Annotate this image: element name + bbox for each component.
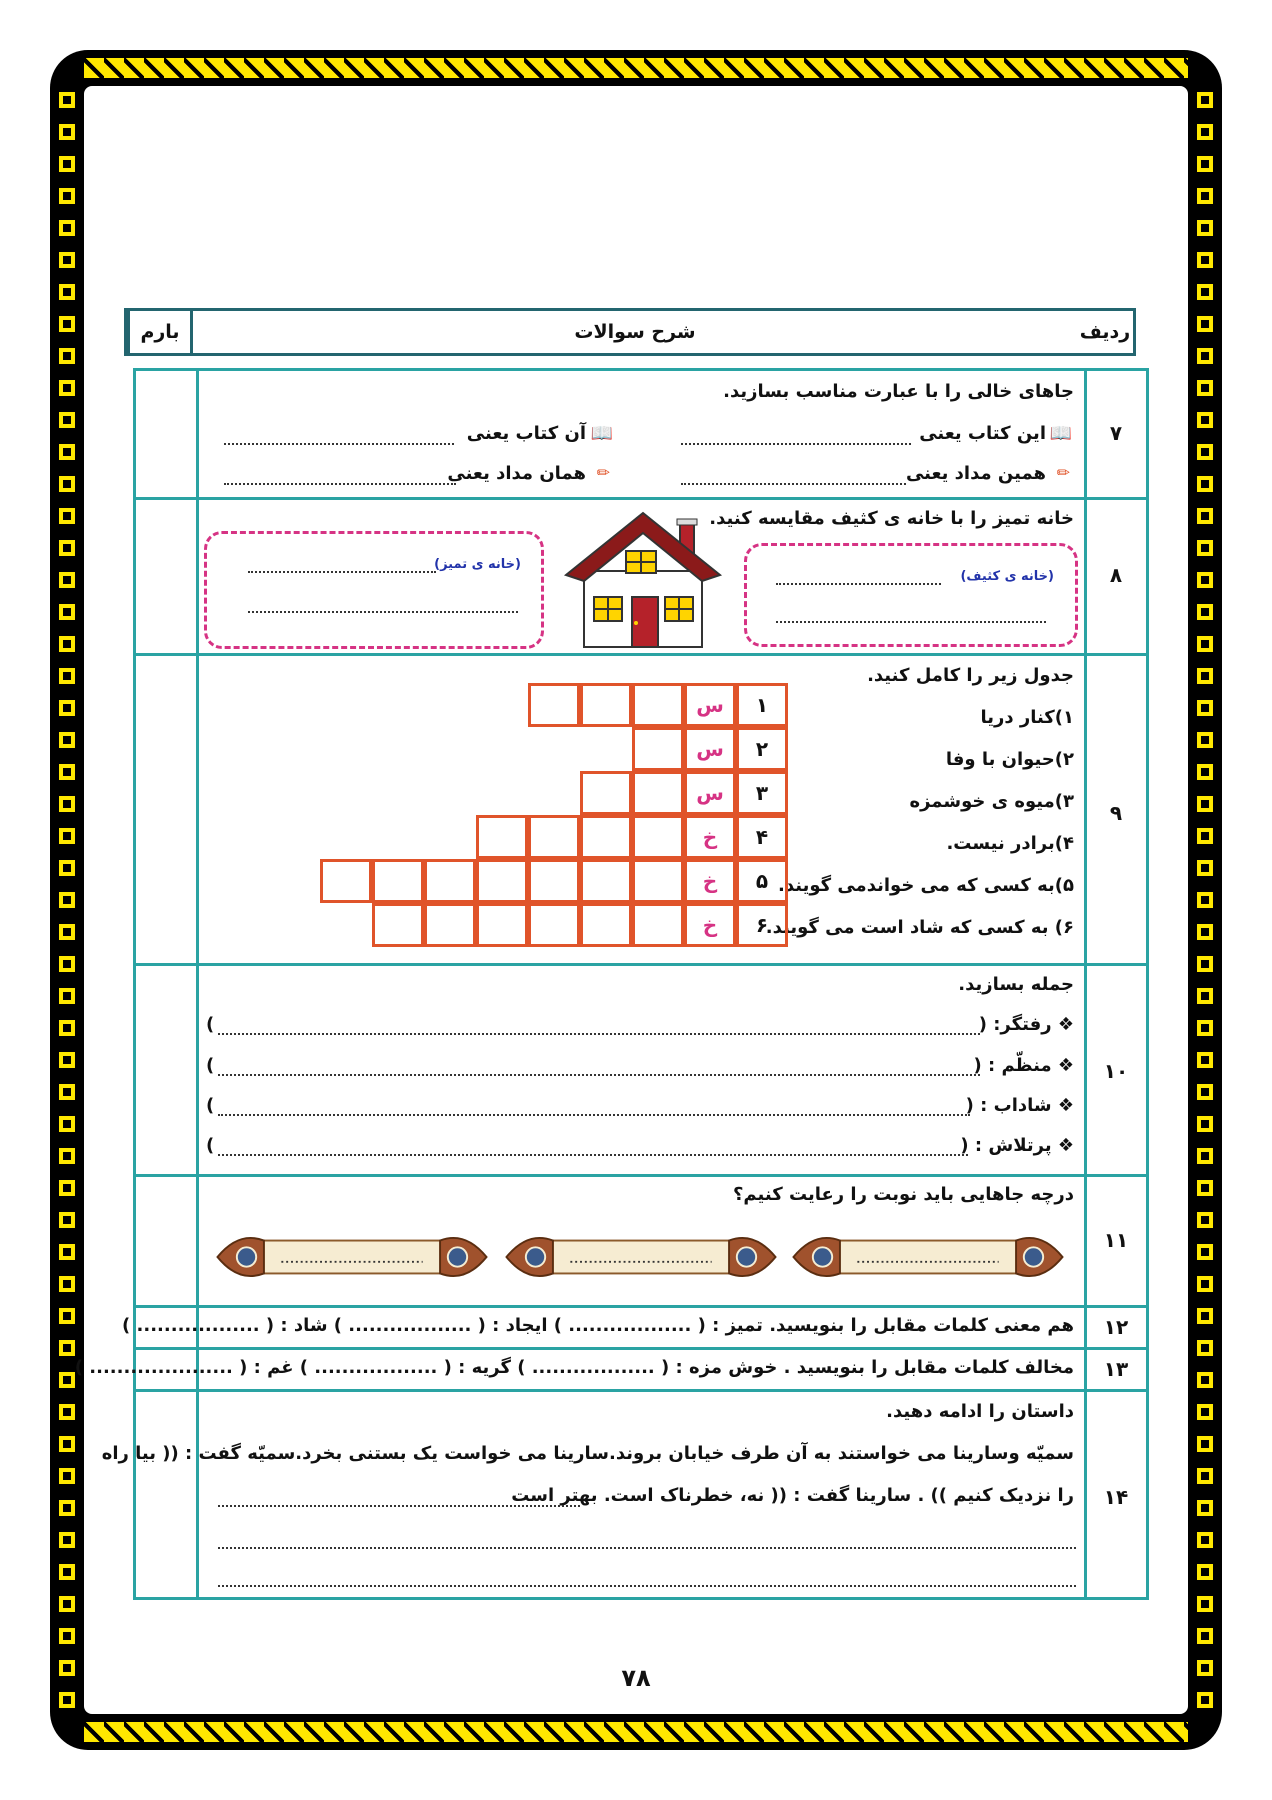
border-chain-top <box>84 58 1188 78</box>
crossword-blank-cell[interactable] <box>580 903 632 947</box>
border-square <box>59 476 75 492</box>
border-square <box>1197 412 1213 428</box>
border-square <box>1197 444 1213 460</box>
border-square <box>1197 380 1213 396</box>
q13-number: ۱۳ <box>1103 1357 1129 1381</box>
border-square <box>59 700 75 716</box>
page-number: ۷۸ <box>621 1664 651 1692</box>
border-square <box>59 1020 75 1036</box>
border-square <box>59 1148 75 1164</box>
border-square <box>1197 1308 1213 1324</box>
answer-banner[interactable] <box>501 1227 781 1287</box>
table-header <box>124 308 1136 356</box>
score-header: بارم <box>127 311 190 353</box>
border-square <box>59 1116 75 1132</box>
crossword-row-number: ۵ <box>736 859 788 903</box>
border-square <box>59 732 75 748</box>
crossword-blank-cell[interactable] <box>528 903 580 947</box>
border-square <box>59 444 75 460</box>
border-square <box>1197 1116 1213 1132</box>
border-square <box>59 764 75 780</box>
crossword-letter-cell: خ <box>684 859 736 903</box>
border-square <box>59 924 75 940</box>
border-square <box>59 604 75 620</box>
crossword-blank-cell[interactable] <box>632 859 684 903</box>
q12-text: هم معنی کلمات مقابل را بنویسید. تمیز : ( .................. ) ایجاد : ( .................. ) شاد : ( .................. ) <box>122 1315 1074 1336</box>
pencil-icon: ✏ <box>1056 463 1070 482</box>
crossword-blank-cell[interactable] <box>476 903 528 947</box>
border-square <box>1197 1084 1213 1100</box>
q12-number: ۱۲ <box>1103 1315 1129 1339</box>
border-square <box>1197 220 1213 236</box>
book-icon: 📖 <box>1049 423 1072 444</box>
border-square <box>1197 540 1213 556</box>
border-square <box>1197 668 1213 684</box>
border-square <box>59 540 75 556</box>
q14-prompt: داستان را ادامه دهید. <box>886 1401 1074 1422</box>
border-square <box>59 1564 75 1580</box>
q14-line-1: سمیّه وسارینا می خواستند به آن طرف خیابان بروند.سارینا می خواست یک بستنی بخرد.سمیّه گفت : (( بیا راه <box>101 1443 1074 1464</box>
q7-item-b: آن کتاب یعنی <box>466 423 586 444</box>
border-square <box>1197 1532 1213 1548</box>
q10-close-2: ) <box>206 1055 215 1076</box>
clean-house-box <box>204 531 544 649</box>
q10-close-4: ) <box>206 1135 215 1156</box>
border-square <box>1197 1596 1213 1612</box>
answer-banner[interactable] <box>788 1227 1068 1287</box>
border-square <box>1197 892 1213 908</box>
crossword-blank-cell[interactable] <box>320 859 372 903</box>
border-square <box>59 668 75 684</box>
border-square <box>59 956 75 972</box>
border-chain-bottom <box>84 1722 1188 1742</box>
q7-item-a: این کتاب یعنی <box>919 423 1046 444</box>
border-square <box>1197 1372 1213 1388</box>
border-square <box>59 892 75 908</box>
border-square <box>1197 1276 1213 1292</box>
q10-number: ۱۰ <box>1103 1059 1129 1083</box>
crossword-blank-cell[interactable] <box>580 859 632 903</box>
crossword-blank-cell[interactable] <box>580 683 632 727</box>
border-square <box>1197 1468 1213 1484</box>
border-square <box>1197 700 1213 716</box>
border-square <box>1197 1180 1213 1196</box>
border-square <box>1197 860 1213 876</box>
border-square <box>1197 988 1213 1004</box>
border-square <box>59 348 75 364</box>
border-square <box>1197 1020 1213 1036</box>
q8-number: ۸ <box>1109 563 1123 587</box>
clean-house-label: (خانه ی تمیز) <box>434 557 521 572</box>
border-square <box>1197 1244 1213 1260</box>
border-square <box>1197 956 1213 972</box>
border-square <box>59 1692 75 1708</box>
border-square <box>1197 124 1213 140</box>
q10-close-3: ) <box>206 1095 215 1116</box>
border-square <box>59 1084 75 1100</box>
border-square <box>1197 1404 1213 1420</box>
crossword-row-number: ۶ <box>736 903 788 947</box>
crossword-blank-cell[interactable] <box>632 727 684 771</box>
border-square <box>1197 1212 1213 1228</box>
crossword-blank-cell[interactable] <box>528 815 580 859</box>
border-square <box>59 1180 75 1196</box>
border-square <box>1197 732 1213 748</box>
q11-number: ۱۱ <box>1103 1228 1129 1252</box>
border-square <box>1197 316 1213 332</box>
crossword-blank-cell[interactable] <box>580 771 632 815</box>
q9-number: ۹ <box>1109 801 1123 825</box>
crossword-blank-cell[interactable] <box>372 859 424 903</box>
q11-prompt: درچه جاهایی باید نوبت را رعایت کنیم؟ <box>732 1184 1074 1205</box>
crossword-blank-cell[interactable] <box>476 815 528 859</box>
border-square <box>59 124 75 140</box>
border-square <box>1197 156 1213 172</box>
crossword-blank-cell[interactable] <box>632 903 684 947</box>
border-square <box>1197 636 1213 652</box>
border-square <box>1197 1564 1213 1580</box>
q10-item-2: ❖ منظّم : ( <box>973 1055 1074 1076</box>
crossword-blank-cell[interactable] <box>632 771 684 815</box>
border-square <box>1197 572 1213 588</box>
border-square <box>59 92 75 108</box>
border-square <box>59 156 75 172</box>
border-square <box>59 508 75 524</box>
border-square <box>1197 284 1213 300</box>
border-square <box>1197 188 1213 204</box>
crossword-row-number: ۱ <box>736 683 788 727</box>
border-square <box>59 1372 75 1388</box>
row-header: ردیف <box>1079 321 1131 343</box>
house-icon <box>562 509 724 649</box>
border-square <box>1197 828 1213 844</box>
border-square <box>59 860 75 876</box>
border-square <box>1197 1628 1213 1644</box>
crossword-letter-cell: س <box>684 727 736 771</box>
border-square <box>59 1052 75 1068</box>
crossword-letter-cell: س <box>684 771 736 815</box>
border-square <box>1197 796 1213 812</box>
q9-clue-2: ۲)حیوان با وفا <box>945 749 1074 770</box>
crossword-letter-cell: خ <box>684 815 736 859</box>
border-square <box>59 1436 75 1452</box>
q7-prompt: جاهای خالی را با عبارت مناسب بسازید. <box>723 381 1074 402</box>
border-square <box>59 252 75 268</box>
crossword-letter-cell: س <box>684 683 736 727</box>
border-square <box>59 316 75 332</box>
border-square <box>1197 92 1213 108</box>
q9-prompt: جدول زیر را کامل کنید. <box>867 665 1074 686</box>
border-square <box>59 284 75 300</box>
description-header: شرح سوالات <box>190 311 1077 353</box>
border-square <box>59 572 75 588</box>
border-square <box>1197 764 1213 780</box>
q9-clue-1: ۱)کنار دریا <box>980 707 1074 728</box>
questions-table <box>74 368 1149 1600</box>
q9-clue-5: ۵)به کسی که می خواندمی گویند. <box>777 875 1074 896</box>
border-square <box>59 1212 75 1228</box>
border-square <box>59 636 75 652</box>
border-square <box>59 828 75 844</box>
book-icon: 📖 <box>590 423 613 444</box>
q13-text: مخالف کلمات مقابل را بنویسید . خوش مزه : ( .................. ) گریه : ( .................. ) غم : ( ..................... ) <box>74 1357 1074 1378</box>
border-square <box>59 988 75 1004</box>
border-square <box>59 1532 75 1548</box>
q10-item-3: ❖ شاداب : ( <box>965 1095 1074 1116</box>
crossword-blank-cell[interactable] <box>528 683 580 727</box>
border-square <box>1197 924 1213 940</box>
q7-item-c: همین مداد یعنی <box>905 463 1046 484</box>
border-square <box>59 188 75 204</box>
q9-clue-6: ۶) به کسی که شاد است می گویند. <box>765 917 1074 938</box>
crossword-blank-cell[interactable] <box>632 815 684 859</box>
border-square <box>59 1340 75 1356</box>
crossword-blank-cell[interactable] <box>528 859 580 903</box>
border-square <box>59 220 75 236</box>
border-square <box>1197 476 1213 492</box>
crossword-row-number: ۲ <box>736 727 788 771</box>
q9-clue-3: ۳)میوه ی خوشمزه <box>909 791 1074 812</box>
border-square <box>1197 1340 1213 1356</box>
border-square <box>1197 604 1213 620</box>
border-square <box>59 1404 75 1420</box>
border-square <box>59 1468 75 1484</box>
border-square <box>59 1308 75 1324</box>
border-square <box>59 380 75 396</box>
answer-banner[interactable] <box>212 1227 492 1287</box>
border-square <box>1197 348 1213 364</box>
q10-item-1: ❖ رفتگر: ( <box>978 1014 1074 1035</box>
border-square <box>1197 1148 1213 1164</box>
crossword-blank-cell[interactable] <box>372 903 424 947</box>
q10-item-4: ❖ پرتلاش : ( <box>960 1135 1074 1156</box>
border-square <box>59 412 75 428</box>
q14-line-2: را نزدیک کنیم )) . سارینا گفت : (( نه، خطرناک است. بهتر است <box>511 1485 1074 1506</box>
border-square <box>59 1276 75 1292</box>
crossword-row-number: ۴ <box>736 815 788 859</box>
border-square <box>1197 1692 1213 1708</box>
q10-prompt: جمله بسازید. <box>958 974 1074 995</box>
crossword-blank-cell[interactable] <box>632 683 684 727</box>
crossword-blank-cell[interactable] <box>580 815 632 859</box>
pencil-icon: ✏ <box>596 463 610 482</box>
crossword-blank-cell[interactable] <box>424 903 476 947</box>
crossword-blank-cell[interactable] <box>476 859 528 903</box>
crossword-row-number: ۳ <box>736 771 788 815</box>
border-square <box>59 1244 75 1260</box>
crossword-letter-cell: خ <box>684 903 736 947</box>
border-square <box>1197 1500 1213 1516</box>
q9-clue-4: ۴)برادر نیست. <box>946 833 1074 854</box>
crossword-blank-cell[interactable] <box>424 859 476 903</box>
dirty-house-label: (خانه ی کثیف) <box>960 569 1054 584</box>
dirty-house-box <box>744 543 1078 647</box>
q10-close-1: ) <box>206 1014 215 1035</box>
border-square <box>59 1596 75 1612</box>
q7-number: ۷ <box>1109 421 1123 445</box>
q7-item-d: همان مداد یعنی <box>447 463 586 484</box>
border-square <box>59 1500 75 1516</box>
q14-number: ۱۴ <box>1103 1485 1129 1509</box>
q8-prompt: خانه تمیز را با خانه ی کثیف مقایسه کنید. <box>709 508 1074 529</box>
border-square <box>1197 1052 1213 1068</box>
border-square <box>1197 252 1213 268</box>
border-square <box>59 1628 75 1644</box>
border-square <box>59 796 75 812</box>
border-square <box>1197 508 1213 524</box>
border-square <box>1197 1436 1213 1452</box>
